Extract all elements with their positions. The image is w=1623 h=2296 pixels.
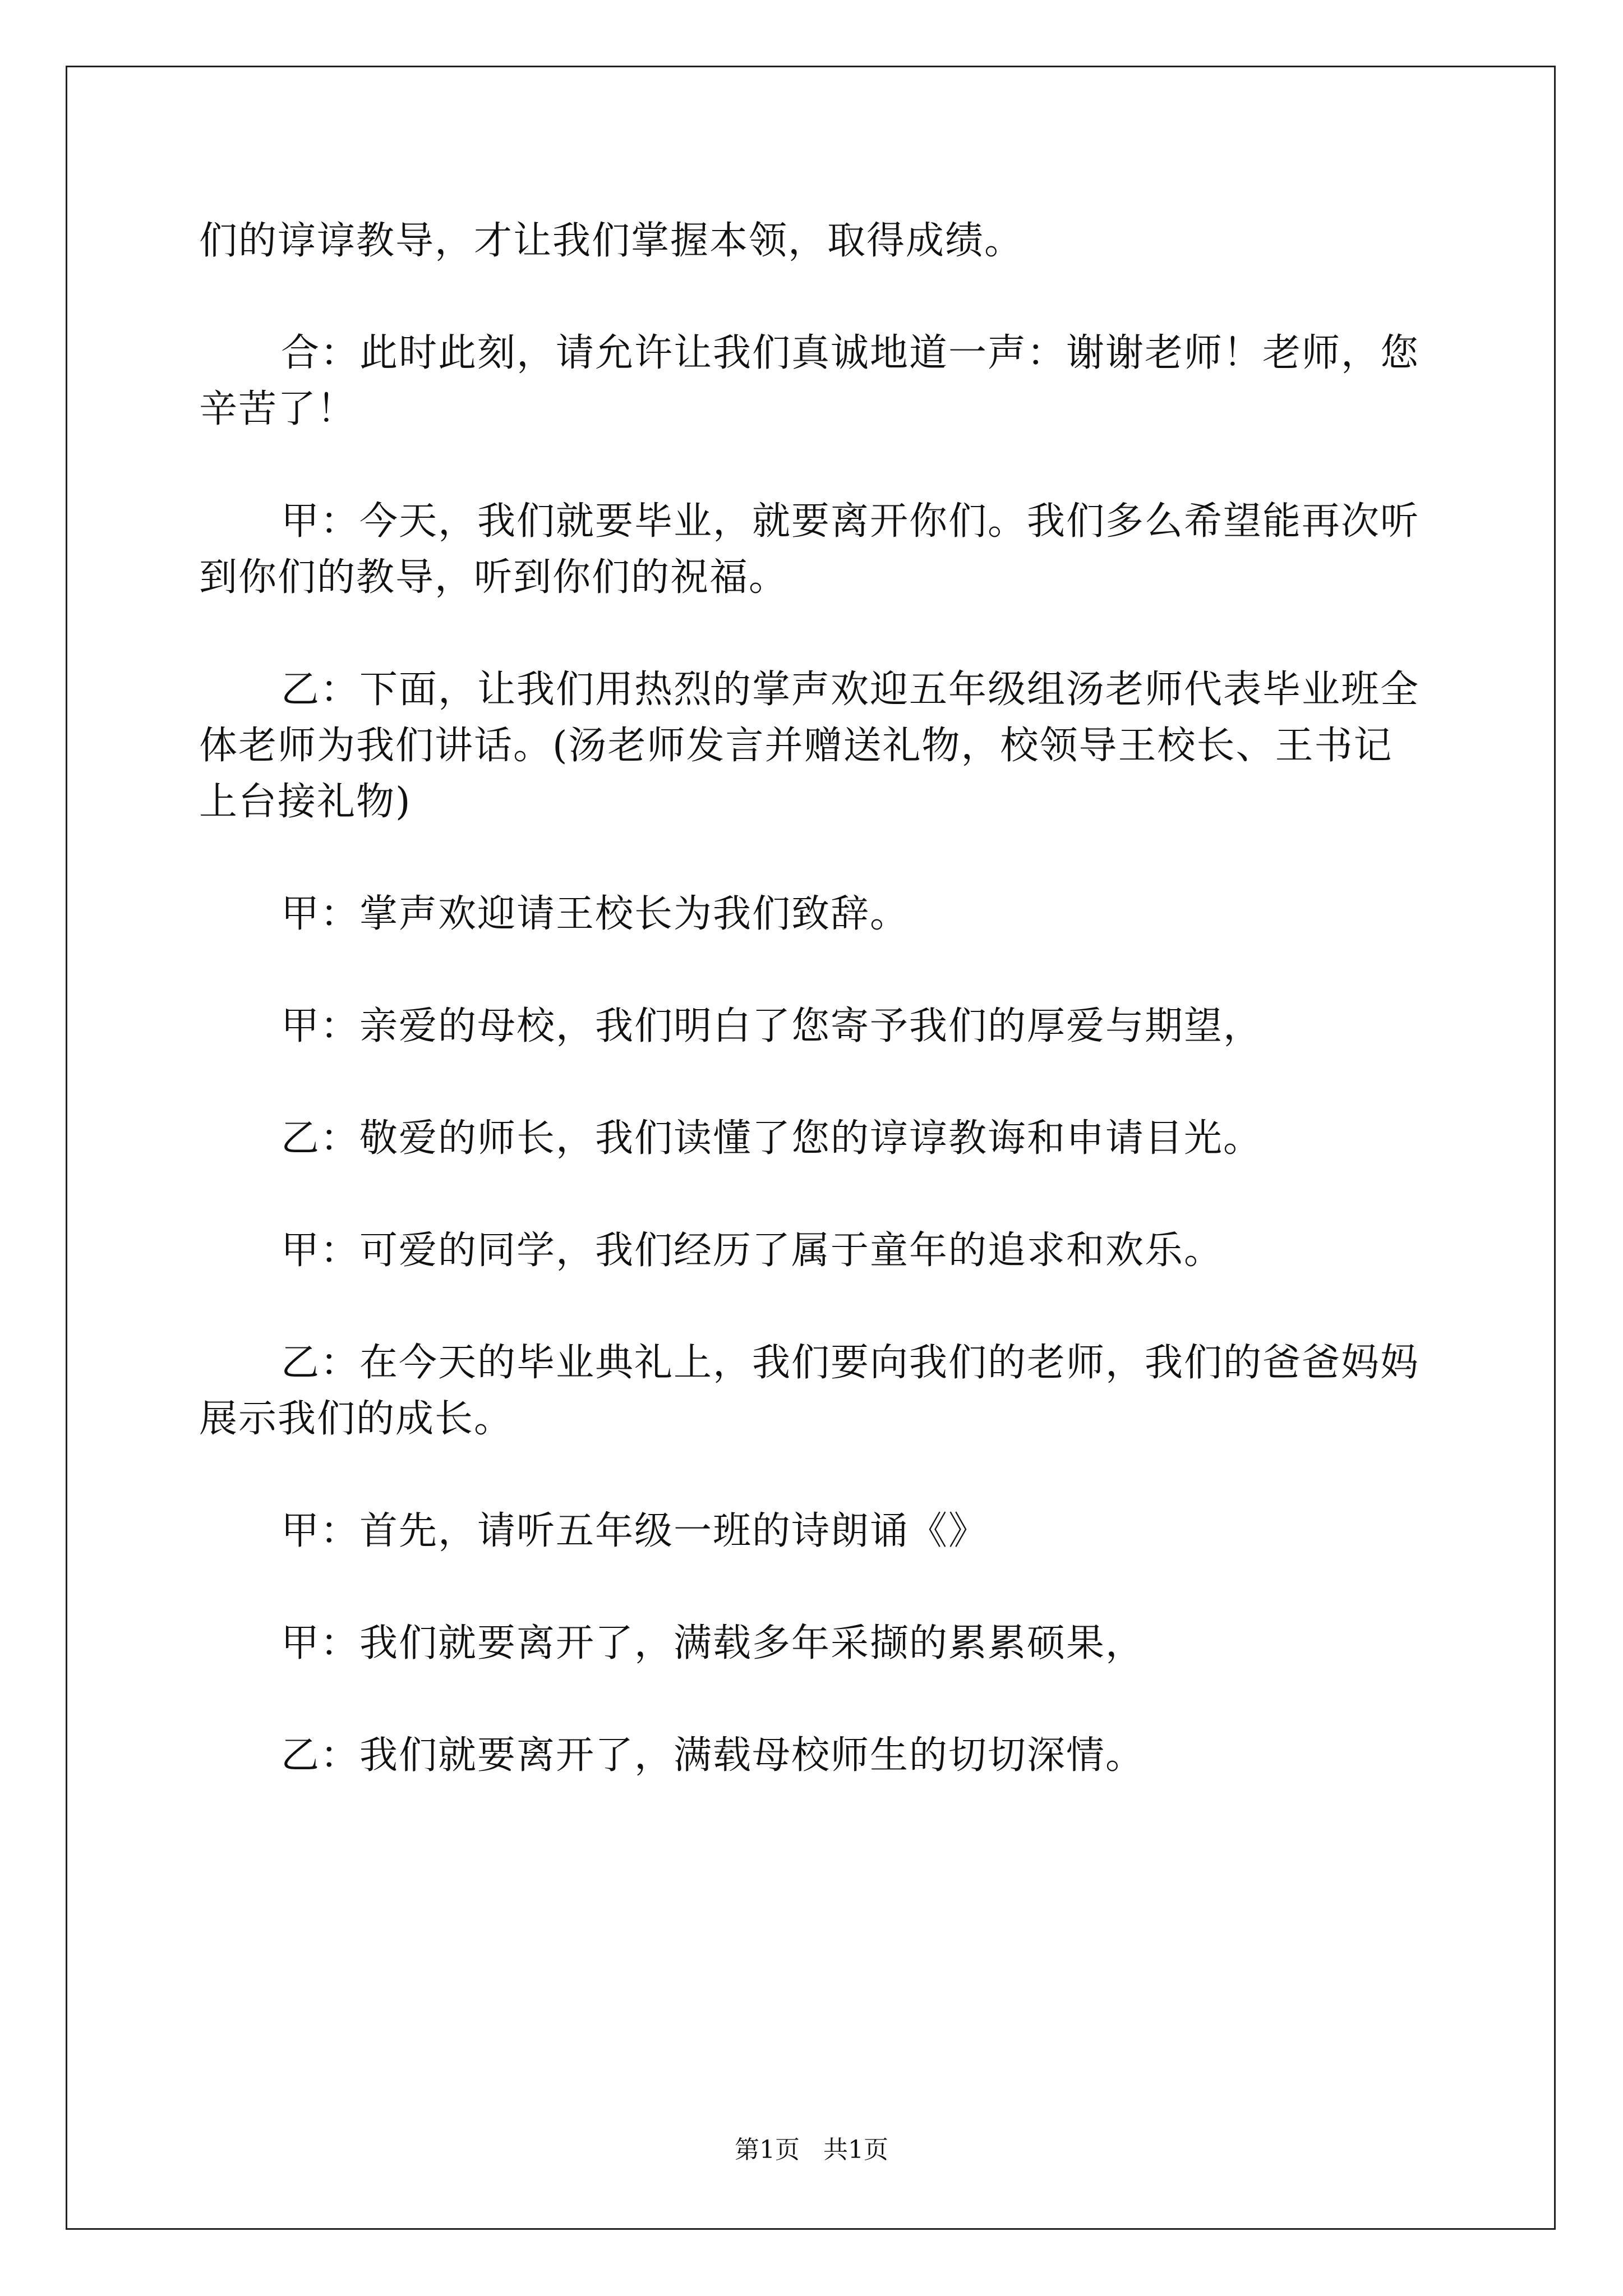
paragraph-5: 甲：掌声欢迎请王校长为我们致辞。: [281, 892, 910, 936]
paragraph-6: 甲：亲爱的母校，我们明白了您寄予我们的厚爱与期望，: [281, 1004, 1263, 1048]
paragraph-4: 乙：下面，让我们用热烈的掌声欢迎五年级组汤老师代表毕业班全体老师为我们讲话。(汤老师发言并赠送礼物，校领导王校长、王书记上台接礼物): [199, 668, 1420, 824]
paragraph-12: 乙：我们就要离开了，满载母校师生的切切深情。: [281, 1733, 1145, 1778]
page-number: 第1页: [735, 2136, 800, 2164]
paragraph-10: 甲：首先，请听五年级一班的诗朗诵《》: [281, 1509, 988, 1553]
paragraph-9: 乙：在今天的毕业典礼上，我们要向我们的老师，我们的爸爸妈妈展示我们的成长。: [199, 1341, 1420, 1441]
paragraph-7: 乙：敬爱的师长，我们读懂了您的谆谆教诲和申请目光。: [281, 1116, 1263, 1161]
paragraph-1: 们的谆谆教导，才让我们掌握本领，取得成绩。: [199, 219, 1024, 263]
paragraph-11: 甲：我们就要离开了，满载多年采撷的累累硕果，: [281, 1621, 1145, 1665]
paragraph-8: 甲：可爱的同学，我们经历了属于童年的追求和欢乐。: [281, 1228, 1224, 1273]
document-body: [199, 213, 1427, 1840]
paragraph-3: 甲：今天，我们就要毕业，就要离开你们。我们多么希望能再次听到你们的教导，听到你们的祝福。: [199, 499, 1420, 600]
page-total: 共1页: [823, 2136, 888, 2164]
paragraph-2: 合：此时此刻，请允许让我们真诚地道一声：谢谢老师！老师，您辛苦了！: [199, 331, 1420, 431]
page-footer: [0, 2134, 1623, 2166]
